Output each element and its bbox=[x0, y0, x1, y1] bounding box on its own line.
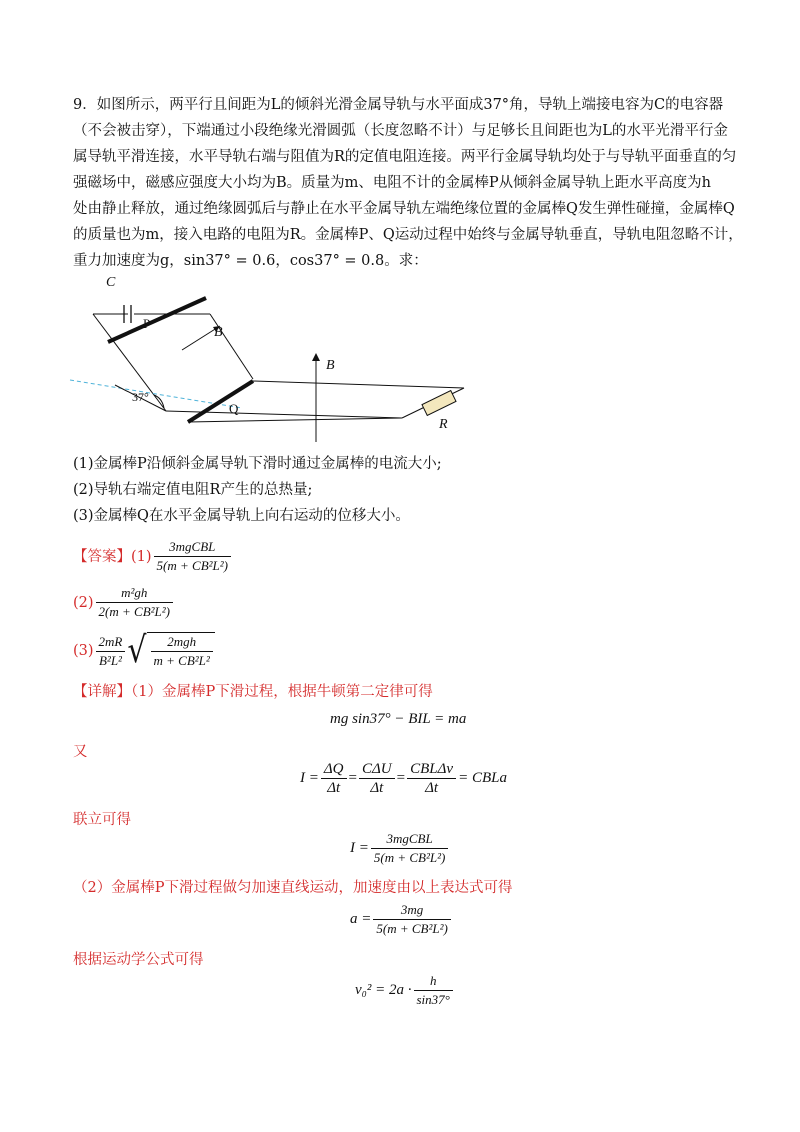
answer-3-fraction-2 bbox=[151, 633, 213, 670]
answer-1-fraction bbox=[154, 538, 231, 575]
text-you: 又 bbox=[73, 744, 88, 760]
answer-1-prefix: (1) bbox=[131, 548, 152, 565]
answer-3-prefix: (3) bbox=[73, 643, 94, 659]
sub-question: (2)导轨右端定值电阻R产生的总热量; bbox=[73, 482, 313, 498]
horizontal-rail-near bbox=[188, 418, 402, 422]
answer-1-den: 5(m + CB²L²) bbox=[156, 558, 229, 573]
equation-4 bbox=[350, 901, 453, 938]
eq3-lhs: I = bbox=[350, 840, 369, 856]
label-b-vertical: B bbox=[326, 358, 335, 373]
answer-3-num1: 2mR bbox=[96, 633, 126, 652]
eq4-den: 5(m + CB²L²) bbox=[376, 921, 448, 936]
answer-2-den: 2(m + CB²L²) bbox=[98, 604, 171, 619]
text-lianli: 联立可得 bbox=[73, 812, 131, 828]
answer-2 bbox=[73, 584, 175, 621]
question-block bbox=[73, 92, 743, 274]
explanation-p1: （1）金属棒P下滑过程，根据牛顿第二定律可得 bbox=[131, 684, 433, 700]
eq2-f2-num: CΔU bbox=[359, 760, 395, 779]
equation-3 bbox=[350, 830, 450, 867]
eq2-fraction-1 bbox=[321, 760, 347, 797]
label-p: P bbox=[143, 316, 151, 331]
label-c: C bbox=[106, 275, 116, 290]
answer-1-num: 3mgCBL bbox=[154, 538, 231, 557]
eq4-num: 3mg bbox=[373, 901, 450, 920]
eq2-f3-den: Δt bbox=[425, 780, 439, 796]
question-line: （不会被击穿），下端通过小段绝缘光滑圆弧（长度忽略不计）与足够长且间距也为L的水平光滑平行金 bbox=[73, 123, 728, 139]
answer-tag: 【答案】 bbox=[73, 548, 131, 565]
equation-2: I = $\frac{\Delta Q}{\Delta t}$ = $\frac{\text{CΔU}}{\Delta t}$ = $\frac{\text{CBLΔv}}{\Delta t}$ = CBLa bbox=[300, 761, 507, 796]
sub-questions bbox=[73, 451, 442, 529]
rail-figure bbox=[60, 272, 480, 444]
eq4-fraction bbox=[373, 901, 450, 938]
answer-3-num2: 2mgh bbox=[151, 633, 213, 652]
eq2-f1-num: ΔQ bbox=[321, 760, 347, 779]
answer-3-den1: B²L² bbox=[98, 652, 122, 668]
answer-2-num: m²gh bbox=[96, 584, 173, 603]
question-line: 处由静止释放，通过绝缘圆弧后与静止在水平金属导轨左端绝缘位置的金属棒Q发生弹性碰撞，金属棒Q bbox=[73, 201, 735, 217]
answer-3 bbox=[73, 629, 215, 672]
sub-question: (3)金属棒Q在水平金属导轨上向右运动的位移大小。 bbox=[73, 508, 410, 524]
label-r: R bbox=[439, 417, 448, 432]
explanation-p2: （2）金属棒P下滑过程做匀加速直线运动，加速度由以上表达式可得 bbox=[73, 880, 513, 896]
bar-p bbox=[108, 298, 206, 342]
question-line: 属导轨平滑连接，水平导轨右端与阻值为R的定值电阻连接。两平行金属导轨均处于与导轨平面垂直的匀 bbox=[73, 149, 737, 165]
question-line: 强磁场中，磁感应强度大小均为B。质量为m、电阻不计的金属棒P从倾斜金属导轨上距水平高度为h bbox=[73, 175, 711, 191]
resistor bbox=[422, 391, 456, 416]
eq2-fraction-2 bbox=[359, 760, 395, 797]
eq2-f1-den: Δt bbox=[327, 780, 341, 796]
answer-2-fraction bbox=[96, 584, 173, 621]
question-line: 重力加速度为g，sin37° = 0.6，cos37° = 0.8。求： bbox=[73, 253, 428, 269]
eq2-rhs: = CBLa bbox=[458, 770, 507, 786]
equation-5 bbox=[355, 972, 455, 1009]
eq2-lhs: I = bbox=[300, 770, 319, 786]
answer-3-den2: m + CB²L² bbox=[153, 653, 210, 668]
eq2-f3-num: CBLΔv bbox=[407, 760, 456, 779]
bar-q bbox=[188, 381, 253, 422]
question-line: 9．如图所示，两平行且间距为L的倾斜光滑金属导轨与水平面成37°角，导轨上端接电容为C的电容器 bbox=[73, 97, 724, 113]
eq3-fraction bbox=[371, 830, 448, 867]
eq3-den: 5(m + CB²L²) bbox=[373, 850, 446, 865]
label-b-incline: B bbox=[214, 325, 223, 340]
incline-rail-left bbox=[93, 314, 166, 411]
incline-rail-right bbox=[210, 314, 253, 379]
eq5-den: sin37° bbox=[416, 992, 450, 1007]
eq2-fraction-3 bbox=[407, 760, 456, 797]
sqrt-sign: √ bbox=[127, 629, 147, 672]
horizontal-rail-far bbox=[253, 381, 464, 388]
explanation-p3: 根据运动学公式可得 bbox=[73, 952, 204, 968]
eq2-f2-den: Δt bbox=[370, 780, 384, 796]
eq5-lhs: v₀² = 2a · bbox=[355, 982, 412, 998]
eq3-num: 3mgCBL bbox=[371, 830, 448, 849]
explanation-head bbox=[73, 679, 433, 705]
answer-3-fraction-1 bbox=[96, 633, 126, 670]
answer-3-sqrt bbox=[147, 632, 215, 670]
sub-question: (1)金属棒P沿倾斜金属导轨下滑时通过金属棒的电流大小; bbox=[73, 456, 442, 472]
explanation-tag: 【详解】 bbox=[73, 684, 131, 700]
equation-1: mg sin37° − BIL = ma bbox=[330, 711, 467, 727]
question-line: 的质量也为m，接入电路的电阻为R。金属棒P、Q运动过程中始终与金属导轨垂直，导轨电阻忽略不计， bbox=[73, 227, 743, 243]
label-angle: 37° bbox=[132, 390, 149, 404]
eq4-lhs: a = bbox=[350, 911, 372, 927]
eq5-num: h bbox=[414, 972, 453, 991]
answer-2-prefix: (2) bbox=[73, 594, 94, 611]
eq5-fraction bbox=[414, 972, 453, 1009]
answer-1 bbox=[73, 538, 233, 575]
label-q: Q bbox=[229, 401, 239, 416]
